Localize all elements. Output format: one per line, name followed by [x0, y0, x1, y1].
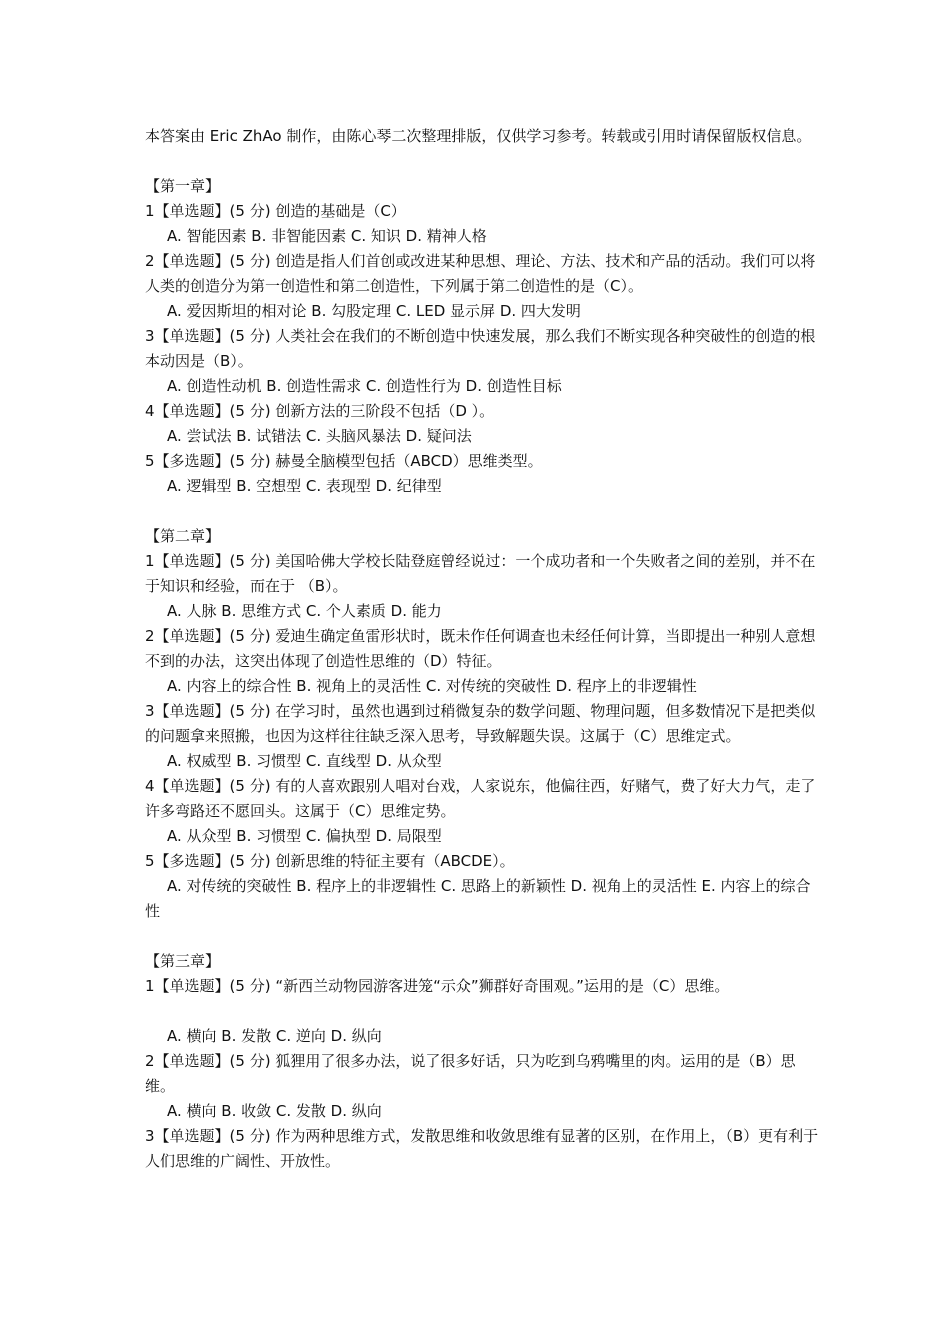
- question-text: 2【单选题】(5 分) 狐狸用了很多办法，说了很多好话，只为吃到乌鸦嘴里的肉。运用的是（B）思维。: [145, 1052, 796, 1095]
- spacer: [145, 924, 825, 949]
- spacer: [145, 149, 825, 174]
- copyright-notice: 本答案由 Eric ZhAo 制作，由陈心琴二次整理排版，仅供学习参考。转载或引用时请保留版权信息。: [145, 127, 812, 145]
- document-page: [145, 124, 825, 1174]
- question-text: 1【单选题】(5 分) “新西兰动物园游客进笼“示众”狮群好奇围观。”运用的是（C）思维。: [145, 977, 730, 995]
- question-options: A. 对传统的突破性 B. 程序上的非逻辑性 C. 思路上的新颖性 D. 视角上的灵活性 E. 内容上的综合性: [145, 877, 811, 920]
- chapter-title: 【第二章】: [145, 527, 221, 545]
- question-options: A. 权威型 B. 习惯型 C. 直线型 D. 从众型: [167, 752, 442, 770]
- question-options: A. 尝试法 B. 试错法 C. 头脑风暴法 D. 疑问法: [167, 427, 472, 445]
- chapter-1: [145, 174, 825, 499]
- question-text: 2【单选题】(5 分) 创造是指人们首创或改进某种思想、理论、方法、技术和产品的活动。我们可以将人类的创造分为第一创造性和第二创造性，下列属于第二创造性的是（C）。: [145, 252, 816, 295]
- question-options: A. 智能因素 B. 非智能因素 C. 知识 D. 精神人格: [167, 227, 487, 245]
- question-text: 1【单选题】(5 分) 创造的基础是（C）: [145, 202, 406, 220]
- chapter-3: [145, 949, 825, 1174]
- question-options: A. 创造性动机 B. 创造性需求 C. 创造性行为 D. 创造性目标: [167, 377, 562, 395]
- question-options: A. 从众型 B. 习惯型 C. 偏执型 D. 局限型: [167, 827, 442, 845]
- question-text: 3【单选题】(5 分) 作为两种思维方式，发散思维和收敛思维有显著的区别，在作用上，（B）更有利于人们思维的广阔性、开放性。: [145, 1127, 819, 1170]
- chapter-title: 【第三章】: [145, 952, 221, 970]
- question-options: A. 逻辑型 B. 空想型 C. 表现型 D. 纪律型: [167, 477, 442, 495]
- question-text: 5【多选题】(5 分) 创新思维的特征主要有（ABCDE）。: [145, 852, 515, 870]
- question-options: A. 内容上的综合性 B. 视角上的灵活性 C. 对传统的突破性 D. 程序上的非逻辑性: [167, 677, 697, 695]
- chapter-2: [145, 524, 825, 924]
- question-text: 2【单选题】(5 分) 爱迪生确定鱼雷形状时，既未作任何调查也未经任何计算，当即提出一种别人意想不到的办法，这突出体现了创造性思维的（D）特征。: [145, 627, 816, 670]
- question-text: 3【单选题】(5 分) 在学习时，虽然也遇到过稍微复杂的数学问题、物理问题，但多数情况下是把类似的问题拿来照搬，也因为这样往往缺乏深入思考，导致解题失误。这属于（C）思维定式。: [145, 702, 816, 745]
- question-options: A. 横向 B. 发散 C. 逆向 D. 纵向: [167, 1027, 382, 1045]
- question-text: 1【单选题】(5 分) 美国哈佛大学校长陆登庭曾经说过：一个成功者和一个失败者之间的差别，并不在于知识和经验，而在于 （B）。: [145, 552, 816, 595]
- chapter-title: 【第一章】: [145, 177, 221, 195]
- question-options: A. 人脉 B. 思维方式 C. 个人素质 D. 能力: [167, 602, 442, 620]
- question-options: A. 横向 B. 收敛 C. 发散 D. 纵向: [167, 1102, 382, 1120]
- question-text: 4【单选题】(5 分) 有的人喜欢跟别人唱对台戏，人家说东，他偏往西，好赌气，费了好大力气，走了许多弯路还不愿回头。这属于（C）思维定势。: [145, 777, 816, 820]
- question-text: 3【单选题】(5 分) 人类社会在我们的不断创造中快速发展，那么我们不断实现各种突破性的创造的根本动因是（B）。: [145, 327, 816, 370]
- spacer: [145, 499, 825, 524]
- question-options: A. 爱因斯坦的相对论 B. 勾股定理 C. LED 显示屏 D. 四大发明: [167, 302, 581, 320]
- question-text: 4【单选题】(5 分) 创新方法的三阶段不包括（D ）。: [145, 402, 495, 420]
- question-text: 5【多选题】(5 分) 赫曼全脑模型包括（ABCD）思维类型。: [145, 452, 543, 470]
